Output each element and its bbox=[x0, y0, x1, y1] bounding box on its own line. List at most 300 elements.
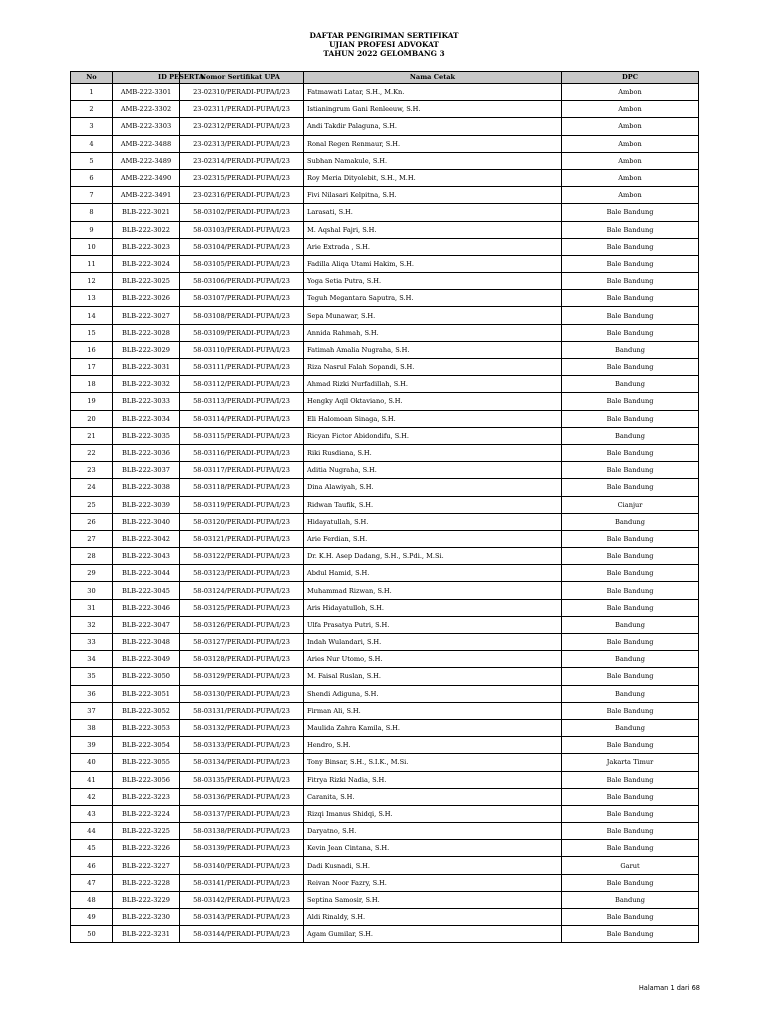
cell-certificate-number: 58-03105/PERADI-PUPA/I/23 bbox=[180, 255, 304, 272]
column-header-no: No bbox=[71, 72, 113, 84]
cell-no: 38 bbox=[71, 719, 113, 736]
cell-dpc: Bale Bandung bbox=[562, 909, 699, 926]
cell-no: 3 bbox=[71, 118, 113, 135]
table-row bbox=[71, 238, 699, 255]
cell-dpc: Bandung bbox=[562, 651, 699, 668]
table-row bbox=[71, 788, 699, 805]
table-row bbox=[71, 857, 699, 874]
cell-dpc: Bandung bbox=[562, 376, 699, 393]
cell-certificate-number: 23-02314/PERADI-PUPA/I/23 bbox=[180, 152, 304, 169]
cell-print-name: Ridwan Taufik, S.H. bbox=[304, 496, 562, 513]
cell-dpc: Bale Bandung bbox=[562, 702, 699, 719]
cell-participant-id: AMB-222-3489 bbox=[113, 152, 180, 169]
cell-no: 32 bbox=[71, 616, 113, 633]
cell-dpc: Bale Bandung bbox=[562, 599, 699, 616]
cell-no: 19 bbox=[71, 393, 113, 410]
cell-certificate-number: 58-03137/PERADI-PUPA/I/23 bbox=[180, 805, 304, 822]
cell-print-name: Ahmad Rizki Nurfadillah, S.H. bbox=[304, 376, 562, 393]
cell-dpc: Bale Bandung bbox=[562, 634, 699, 651]
cell-participant-id: BLB-222-3039 bbox=[113, 496, 180, 513]
cell-certificate-number: 58-03120/PERADI-PUPA/I/23 bbox=[180, 513, 304, 530]
page-number: Halaman 1 dari 68 bbox=[638, 984, 700, 992]
cell-no: 25 bbox=[71, 496, 113, 513]
cell-no: 36 bbox=[71, 685, 113, 702]
cell-no: 4 bbox=[71, 135, 113, 152]
cell-participant-id: BLB-222-3049 bbox=[113, 651, 180, 668]
cell-no: 42 bbox=[71, 788, 113, 805]
table-row bbox=[71, 187, 699, 204]
cell-dpc: Bandung bbox=[562, 513, 699, 530]
cell-dpc: Bandung bbox=[562, 685, 699, 702]
cell-dpc: Bale Bandung bbox=[562, 410, 699, 427]
cell-certificate-number: 58-03125/PERADI-PUPA/I/23 bbox=[180, 599, 304, 616]
table-row bbox=[71, 444, 699, 461]
cell-participant-id: BLB-222-3230 bbox=[113, 909, 180, 926]
cell-print-name: Firman Ali, S.H. bbox=[304, 702, 562, 719]
cell-certificate-number: 23-02311/PERADI-PUPA/I/23 bbox=[180, 101, 304, 118]
cell-participant-id: BLB-222-3028 bbox=[113, 324, 180, 341]
cell-no: 47 bbox=[71, 874, 113, 891]
cell-dpc: Bandung bbox=[562, 616, 699, 633]
cell-print-name: Dadi Kusnadi, S.H. bbox=[304, 857, 562, 874]
cell-print-name: Hengky Aqil Oktaviano, S.H. bbox=[304, 393, 562, 410]
cell-certificate-number: 23-02316/PERADI-PUPA/I/23 bbox=[180, 187, 304, 204]
cell-participant-id: AMB-222-3303 bbox=[113, 118, 180, 135]
cell-certificate-number: 58-03140/PERADI-PUPA/I/23 bbox=[180, 857, 304, 874]
cell-print-name: Fitrya Rizki Nadia, S.H. bbox=[304, 771, 562, 788]
cell-participant-id: BLB-222-3023 bbox=[113, 238, 180, 255]
cell-participant-id: BLB-222-3031 bbox=[113, 359, 180, 376]
table-row bbox=[71, 668, 699, 685]
cell-certificate-number: 58-03117/PERADI-PUPA/I/23 bbox=[180, 462, 304, 479]
cell-print-name: Indah Wulandari, S.H. bbox=[304, 634, 562, 651]
cell-no: 26 bbox=[71, 513, 113, 530]
cell-certificate-number: 58-03114/PERADI-PUPA/I/23 bbox=[180, 410, 304, 427]
table-row bbox=[71, 152, 699, 169]
cell-dpc: Bale Bandung bbox=[562, 393, 699, 410]
cell-dpc: Bale Bandung bbox=[562, 788, 699, 805]
table-row bbox=[71, 823, 699, 840]
cell-print-name: Riza Nasrul Falah Sopandi, S.H. bbox=[304, 359, 562, 376]
cell-certificate-number: 58-03109/PERADI-PUPA/I/23 bbox=[180, 324, 304, 341]
cell-dpc: Bale Bandung bbox=[562, 238, 699, 255]
cell-print-name: Aris Hidayatulloh, S.H. bbox=[304, 599, 562, 616]
cell-certificate-number: 58-03113/PERADI-PUPA/I/23 bbox=[180, 393, 304, 410]
table-row bbox=[71, 221, 699, 238]
table-row bbox=[71, 307, 699, 324]
table-row bbox=[71, 359, 699, 376]
table-row bbox=[71, 891, 699, 908]
cell-certificate-number: 58-03128/PERADI-PUPA/I/23 bbox=[180, 651, 304, 668]
cell-certificate-number: 58-03122/PERADI-PUPA/I/23 bbox=[180, 548, 304, 565]
cell-dpc: Bale Bandung bbox=[562, 805, 699, 822]
cell-no: 15 bbox=[71, 324, 113, 341]
table-row bbox=[71, 255, 699, 272]
cell-print-name: Hidayatullah, S.H. bbox=[304, 513, 562, 530]
cell-print-name: Dr. K.H. Asep Dadang, S.H., S.Pdi., M.Si. bbox=[304, 548, 562, 565]
cell-dpc: Bale Bandung bbox=[562, 823, 699, 840]
cell-no: 7 bbox=[71, 187, 113, 204]
cell-print-name: Annida Rahmah, S.H. bbox=[304, 324, 562, 341]
cell-print-name: Caranita, S.H. bbox=[304, 788, 562, 805]
table-row bbox=[71, 702, 699, 719]
cell-no: 5 bbox=[71, 152, 113, 169]
cell-print-name: Aldi Rinaldy, S.H. bbox=[304, 909, 562, 926]
cell-no: 12 bbox=[71, 273, 113, 290]
cell-print-name: Tony Binsar, S.H., S.I.K., M.Si. bbox=[304, 754, 562, 771]
cell-dpc: Ambon bbox=[562, 187, 699, 204]
table-row bbox=[71, 565, 699, 582]
column-header-dpc: DPC bbox=[562, 72, 699, 84]
cell-print-name: Yoga Setia Putra, S.H. bbox=[304, 273, 562, 290]
cell-participant-id: BLB-222-3029 bbox=[113, 341, 180, 358]
cell-certificate-number: 58-03141/PERADI-PUPA/I/23 bbox=[180, 874, 304, 891]
table-row bbox=[71, 771, 699, 788]
cell-no: 2 bbox=[71, 101, 113, 118]
cell-print-name: Riki Rusdiana, S.H. bbox=[304, 444, 562, 461]
table-row bbox=[71, 513, 699, 530]
cell-print-name: Andi Takdir Palaguna, S.H. bbox=[304, 118, 562, 135]
cell-dpc: Bale Bandung bbox=[562, 737, 699, 754]
cell-participant-id: BLB-222-3223 bbox=[113, 788, 180, 805]
cell-print-name: Fadilla Aliqa Utami Hakim, S.H. bbox=[304, 255, 562, 272]
document-subtitle: UJIAN PROFESI ADVOKAT bbox=[329, 40, 439, 49]
cell-dpc: Bale Bandung bbox=[562, 204, 699, 221]
cell-dpc: Bale Bandung bbox=[562, 926, 699, 943]
cell-print-name: Subhan Namakule, S.H. bbox=[304, 152, 562, 169]
cell-dpc: Ambon bbox=[562, 169, 699, 186]
cell-dpc: Bale Bandung bbox=[562, 668, 699, 685]
cell-certificate-number: 23-02312/PERADI-PUPA/I/23 bbox=[180, 118, 304, 135]
table-row bbox=[71, 599, 699, 616]
cell-no: 18 bbox=[71, 376, 113, 393]
cell-participant-id: BLB-222-3048 bbox=[113, 634, 180, 651]
cell-no: 43 bbox=[71, 805, 113, 822]
table-row bbox=[71, 651, 699, 668]
cell-certificate-number: 58-03104/PERADI-PUPA/I/23 bbox=[180, 238, 304, 255]
cell-certificate-number: 58-03107/PERADI-PUPA/I/23 bbox=[180, 290, 304, 307]
cell-dpc: Bale Bandung bbox=[562, 479, 699, 496]
cell-participant-id: BLB-222-3229 bbox=[113, 891, 180, 908]
cell-participant-id: BLB-222-3043 bbox=[113, 548, 180, 565]
cell-participant-id: BLB-222-3224 bbox=[113, 805, 180, 822]
cell-print-name: Dina Alawiyah, S.H. bbox=[304, 479, 562, 496]
cell-dpc: Bale Bandung bbox=[562, 548, 699, 565]
cell-participant-id: BLB-222-3045 bbox=[113, 582, 180, 599]
cell-no: 28 bbox=[71, 548, 113, 565]
cell-no: 14 bbox=[71, 307, 113, 324]
cell-certificate-number: 58-03118/PERADI-PUPA/I/23 bbox=[180, 479, 304, 496]
cell-certificate-number: 58-03136/PERADI-PUPA/I/23 bbox=[180, 788, 304, 805]
cell-print-name: Fatmawati Latar, S.H., M.Kn. bbox=[304, 84, 562, 101]
cell-participant-id: BLB-222-3032 bbox=[113, 376, 180, 393]
cell-participant-id: BLB-222-3227 bbox=[113, 857, 180, 874]
table-row bbox=[71, 135, 699, 152]
cell-certificate-number: 58-03121/PERADI-PUPA/I/23 bbox=[180, 530, 304, 547]
cell-participant-id: BLB-222-3022 bbox=[113, 221, 180, 238]
cell-dpc: Cianjur bbox=[562, 496, 699, 513]
cell-dpc: Ambon bbox=[562, 101, 699, 118]
cell-no: 30 bbox=[71, 582, 113, 599]
cell-no: 49 bbox=[71, 909, 113, 926]
column-header-print-name: Nama Cetak bbox=[304, 72, 562, 84]
cell-no: 27 bbox=[71, 530, 113, 547]
cell-certificate-number: 58-03143/PERADI-PUPA/I/23 bbox=[180, 909, 304, 926]
cell-no: 40 bbox=[71, 754, 113, 771]
cell-print-name: Ronal Regen Renmaur, S.H. bbox=[304, 135, 562, 152]
cell-print-name: Ricyan Fictor Abidondifu, S.H. bbox=[304, 427, 562, 444]
cell-participant-id: BLB-222-3033 bbox=[113, 393, 180, 410]
cell-dpc: Bale Bandung bbox=[562, 565, 699, 582]
cell-print-name: Septina Samosir, S.H. bbox=[304, 891, 562, 908]
cell-certificate-number: 58-03139/PERADI-PUPA/I/23 bbox=[180, 840, 304, 857]
table-row bbox=[71, 737, 699, 754]
cell-participant-id: BLB-222-3021 bbox=[113, 204, 180, 221]
table-row bbox=[71, 616, 699, 633]
cell-participant-id: BLB-222-3024 bbox=[113, 255, 180, 272]
cell-print-name: Fatimah Amalia Nugraha, S.H. bbox=[304, 341, 562, 358]
cell-participant-id: BLB-222-3040 bbox=[113, 513, 180, 530]
cell-print-name: Shendi Adiguna, S.H. bbox=[304, 685, 562, 702]
cell-dpc: Bale Bandung bbox=[562, 255, 699, 272]
cell-no: 29 bbox=[71, 565, 113, 582]
cell-no: 44 bbox=[71, 823, 113, 840]
cell-dpc: Bandung bbox=[562, 719, 699, 736]
cell-print-name: Daryatno, S.H. bbox=[304, 823, 562, 840]
cell-print-name: Kevin Jean Cintana, S.H. bbox=[304, 840, 562, 857]
table-row bbox=[71, 582, 699, 599]
cell-dpc: Bale Bandung bbox=[562, 444, 699, 461]
cell-certificate-number: 58-03108/PERADI-PUPA/I/23 bbox=[180, 307, 304, 324]
cell-print-name: M. Aqshal Fajri, S.H. bbox=[304, 221, 562, 238]
cell-certificate-number: 23-02315/PERADI-PUPA/I/23 bbox=[180, 169, 304, 186]
cell-certificate-number: 58-03127/PERADI-PUPA/I/23 bbox=[180, 634, 304, 651]
cell-print-name: Eli Halomoan Sinaga, S.H. bbox=[304, 410, 562, 427]
cell-certificate-number: 58-03103/PERADI-PUPA/I/23 bbox=[180, 221, 304, 238]
cell-print-name: Maulida Zahra Kamila, S.H. bbox=[304, 719, 562, 736]
cell-participant-id: BLB-222-3231 bbox=[113, 926, 180, 943]
table-row bbox=[71, 926, 699, 943]
cell-certificate-number: 58-03123/PERADI-PUPA/I/23 bbox=[180, 565, 304, 582]
cell-certificate-number: 58-03144/PERADI-PUPA/I/23 bbox=[180, 926, 304, 943]
cell-certificate-number: 58-03115/PERADI-PUPA/I/23 bbox=[180, 427, 304, 444]
cell-dpc: Bale Bandung bbox=[562, 874, 699, 891]
cell-print-name: Istianingrum Gani Renleeuw, S.H. bbox=[304, 101, 562, 118]
cell-participant-id: BLB-222-3025 bbox=[113, 273, 180, 290]
cell-participant-id: BLB-222-3034 bbox=[113, 410, 180, 427]
table-row bbox=[71, 376, 699, 393]
table-row bbox=[71, 548, 699, 565]
cell-no: 31 bbox=[71, 599, 113, 616]
cell-no: 13 bbox=[71, 290, 113, 307]
table-row bbox=[71, 719, 699, 736]
cell-print-name: Aditia Nugraha, S.H. bbox=[304, 462, 562, 479]
cell-dpc: Bale Bandung bbox=[562, 221, 699, 238]
cell-dpc: Bale Bandung bbox=[562, 582, 699, 599]
cell-certificate-number: 58-03112/PERADI-PUPA/I/23 bbox=[180, 376, 304, 393]
cell-no: 8 bbox=[71, 204, 113, 221]
cell-no: 34 bbox=[71, 651, 113, 668]
cell-no: 50 bbox=[71, 926, 113, 943]
cell-certificate-number: 58-03134/PERADI-PUPA/I/23 bbox=[180, 754, 304, 771]
cell-dpc: Bandung bbox=[562, 891, 699, 908]
cell-print-name: Arie Extrada , S.H. bbox=[304, 238, 562, 255]
cell-no: 17 bbox=[71, 359, 113, 376]
cell-participant-id: BLB-222-3038 bbox=[113, 479, 180, 496]
cell-no: 10 bbox=[71, 238, 113, 255]
cell-participant-id: BLB-222-3051 bbox=[113, 685, 180, 702]
table-row bbox=[71, 84, 699, 101]
cell-print-name: Aries Nur Utomo, S.H. bbox=[304, 651, 562, 668]
table-row bbox=[71, 101, 699, 118]
table-row bbox=[71, 169, 699, 186]
cell-certificate-number: 58-03130/PERADI-PUPA/I/23 bbox=[180, 685, 304, 702]
cell-participant-id: BLB-222-3035 bbox=[113, 427, 180, 444]
cell-participant-id: BLB-222-3055 bbox=[113, 754, 180, 771]
cell-no: 1 bbox=[71, 84, 113, 101]
cell-no: 24 bbox=[71, 479, 113, 496]
table-row bbox=[71, 118, 699, 135]
cell-no: 46 bbox=[71, 857, 113, 874]
cell-no: 35 bbox=[71, 668, 113, 685]
document-title: DAFTAR PENGIRIMAN SERTIFIKAT bbox=[309, 31, 459, 40]
table-row bbox=[71, 204, 699, 221]
cell-certificate-number: 58-03135/PERADI-PUPA/I/23 bbox=[180, 771, 304, 788]
cell-print-name: Roy Meria Dityolebit, S.H., M.H. bbox=[304, 169, 562, 186]
table-row bbox=[71, 479, 699, 496]
cell-dpc: Jakarta Timur bbox=[562, 754, 699, 771]
cell-participant-id: AMB-222-3302 bbox=[113, 101, 180, 118]
table-row bbox=[71, 324, 699, 341]
cell-dpc: Bale Bandung bbox=[562, 771, 699, 788]
cell-participant-id: AMB-222-3301 bbox=[113, 84, 180, 101]
cell-dpc: Ambon bbox=[562, 152, 699, 169]
table-body bbox=[71, 84, 699, 943]
cell-dpc: Bale Bandung bbox=[562, 840, 699, 857]
table-row bbox=[71, 462, 699, 479]
cell-no: 33 bbox=[71, 634, 113, 651]
cell-dpc: Bale Bandung bbox=[562, 324, 699, 341]
cell-dpc: Bandung bbox=[562, 427, 699, 444]
cell-participant-id: BLB-222-3037 bbox=[113, 462, 180, 479]
cell-print-name: Ulfa Prasatya Putri, S.H. bbox=[304, 616, 562, 633]
cell-no: 39 bbox=[71, 737, 113, 754]
column-header-certificate-number: Nomor Sertifikat UPA bbox=[180, 72, 304, 84]
table-row bbox=[71, 530, 699, 547]
cell-participant-id: AMB-222-3490 bbox=[113, 169, 180, 186]
cell-participant-id: AMB-222-3488 bbox=[113, 135, 180, 152]
table-row bbox=[71, 496, 699, 513]
cell-no: 48 bbox=[71, 891, 113, 908]
cell-print-name: Hendro, S.H. bbox=[304, 737, 562, 754]
cell-participant-id: BLB-222-3046 bbox=[113, 599, 180, 616]
cell-dpc: Bale Bandung bbox=[562, 307, 699, 324]
cell-dpc: Garut bbox=[562, 857, 699, 874]
cell-certificate-number: 23-02310/PERADI-PUPA/I/23 bbox=[180, 84, 304, 101]
cell-no: 41 bbox=[71, 771, 113, 788]
cell-participant-id: BLB-222-3027 bbox=[113, 307, 180, 324]
table-row bbox=[71, 273, 699, 290]
table-row bbox=[71, 427, 699, 444]
cell-certificate-number: 58-03116/PERADI-PUPA/I/23 bbox=[180, 444, 304, 461]
table-row bbox=[71, 909, 699, 926]
cell-print-name: Teguh Megantara Saputra, S.H. bbox=[304, 290, 562, 307]
cell-participant-id: BLB-222-3047 bbox=[113, 616, 180, 633]
cell-participant-id: BLB-222-3026 bbox=[113, 290, 180, 307]
cell-certificate-number: 58-03111/PERADI-PUPA/I/23 bbox=[180, 359, 304, 376]
cell-certificate-number: 58-03102/PERADI-PUPA/I/23 bbox=[180, 204, 304, 221]
cell-participant-id: BLB-222-3044 bbox=[113, 565, 180, 582]
cell-certificate-number: 58-03119/PERADI-PUPA/I/23 bbox=[180, 496, 304, 513]
cell-certificate-number: 58-03106/PERADI-PUPA/I/23 bbox=[180, 273, 304, 290]
cell-print-name: Larasati, S.H. bbox=[304, 204, 562, 221]
cell-certificate-number: 58-03110/PERADI-PUPA/I/23 bbox=[180, 341, 304, 358]
cell-print-name: Rizqi Imanus Shidqi, S.H. bbox=[304, 805, 562, 822]
cell-no: 21 bbox=[71, 427, 113, 444]
table-row bbox=[71, 874, 699, 891]
cell-participant-id: BLB-222-3050 bbox=[113, 668, 180, 685]
table-row bbox=[71, 754, 699, 771]
cell-print-name: Sepa Munawar, S.H. bbox=[304, 307, 562, 324]
table-row bbox=[71, 410, 699, 427]
cell-print-name: Abdul Hamid, S.H. bbox=[304, 565, 562, 582]
cell-print-name: Fivi Nilasari Kelpitna, S.H. bbox=[304, 187, 562, 204]
column-header-id: ID PESERTA bbox=[113, 72, 180, 84]
cell-certificate-number: 58-03138/PERADI-PUPA/I/23 bbox=[180, 823, 304, 840]
cell-print-name: Reivan Noor Fazry, S.H. bbox=[304, 874, 562, 891]
cell-no: 6 bbox=[71, 169, 113, 186]
cell-print-name: M. Faisal Ruslan, S.H. bbox=[304, 668, 562, 685]
cell-participant-id: BLB-222-3042 bbox=[113, 530, 180, 547]
cell-participant-id: BLB-222-3052 bbox=[113, 702, 180, 719]
certificate-table bbox=[70, 71, 699, 943]
cell-dpc: Ambon bbox=[562, 135, 699, 152]
cell-no: 37 bbox=[71, 702, 113, 719]
table-row bbox=[71, 341, 699, 358]
cell-no: 16 bbox=[71, 341, 113, 358]
cell-print-name: Agam Gumilar, S.H. bbox=[304, 926, 562, 943]
table-row bbox=[71, 290, 699, 307]
cell-print-name: Muhammad Rizwan, S.H. bbox=[304, 582, 562, 599]
cell-certificate-number: 58-03132/PERADI-PUPA/I/23 bbox=[180, 719, 304, 736]
cell-no: 20 bbox=[71, 410, 113, 427]
table-row bbox=[71, 840, 699, 857]
cell-certificate-number: 58-03126/PERADI-PUPA/I/23 bbox=[180, 616, 304, 633]
cell-certificate-number: 58-03124/PERADI-PUPA/I/23 bbox=[180, 582, 304, 599]
cell-dpc: Bale Bandung bbox=[562, 530, 699, 547]
cell-certificate-number: 58-03133/PERADI-PUPA/I/23 bbox=[180, 737, 304, 754]
table-row bbox=[71, 685, 699, 702]
cell-certificate-number: 58-03142/PERADI-PUPA/I/23 bbox=[180, 891, 304, 908]
cell-dpc: Bale Bandung bbox=[562, 273, 699, 290]
cell-certificate-number: 58-03131/PERADI-PUPA/I/23 bbox=[180, 702, 304, 719]
cell-no: 45 bbox=[71, 840, 113, 857]
cell-certificate-number: 58-03129/PERADI-PUPA/I/23 bbox=[180, 668, 304, 685]
document-period: TAHUN 2022 GELOMBANG 3 bbox=[323, 49, 445, 58]
table-row bbox=[71, 393, 699, 410]
cell-participant-id: BLB-222-3225 bbox=[113, 823, 180, 840]
cell-print-name: Arie Ferdian, S.H. bbox=[304, 530, 562, 547]
cell-participant-id: BLB-222-3036 bbox=[113, 444, 180, 461]
cell-participant-id: BLB-222-3054 bbox=[113, 737, 180, 754]
cell-no: 11 bbox=[71, 255, 113, 272]
cell-participant-id: BLB-222-3053 bbox=[113, 719, 180, 736]
cell-participant-id: BLB-222-3056 bbox=[113, 771, 180, 788]
cell-dpc: Bale Bandung bbox=[562, 359, 699, 376]
cell-no: 9 bbox=[71, 221, 113, 238]
cell-dpc: Ambon bbox=[562, 118, 699, 135]
table-row bbox=[71, 634, 699, 651]
